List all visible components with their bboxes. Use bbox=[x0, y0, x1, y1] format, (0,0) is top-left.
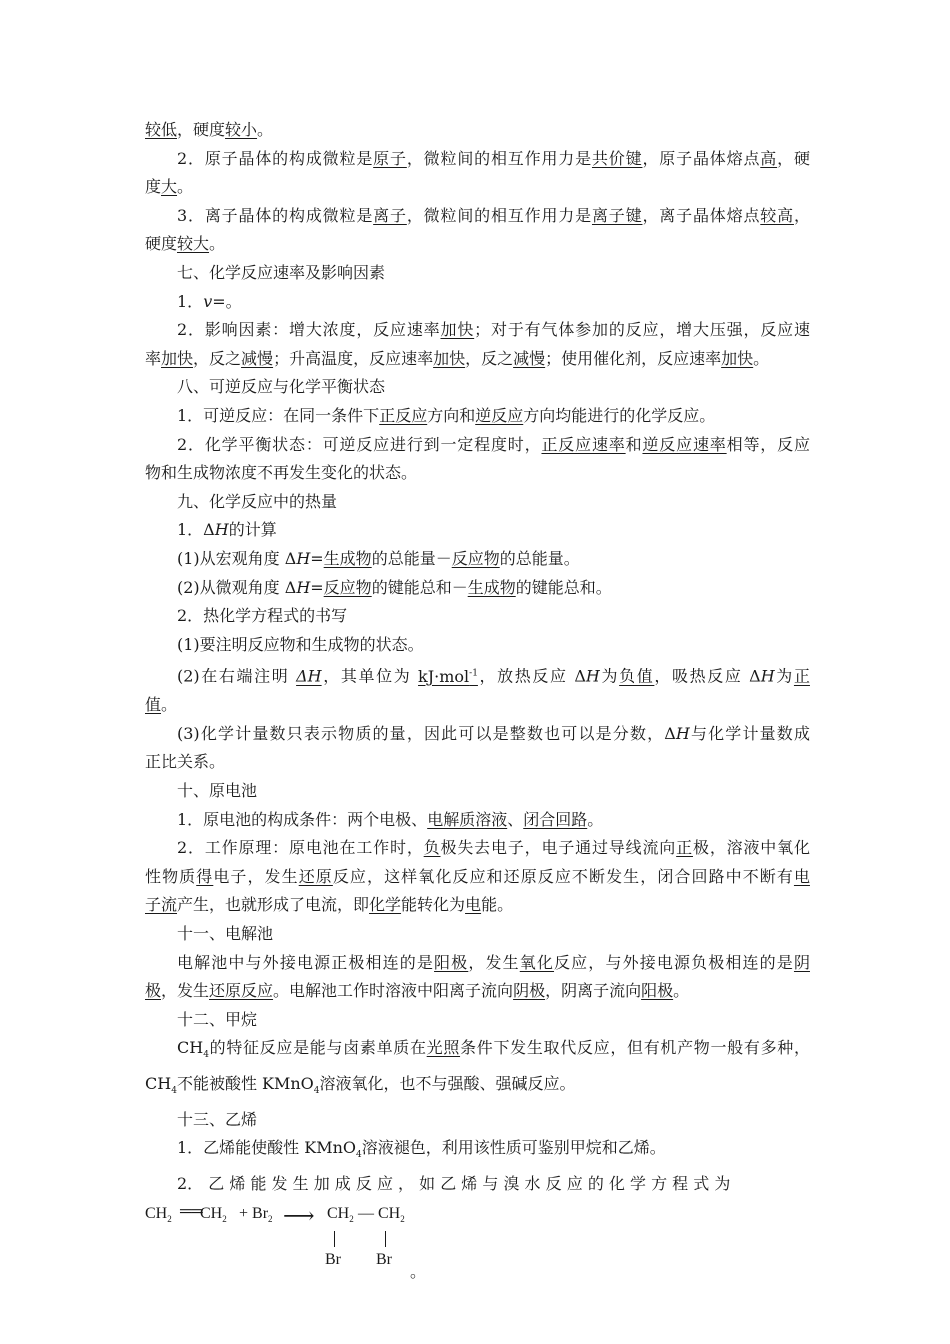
answer-blank: 电解质溶液 bbox=[427, 809, 508, 829]
paragraph bbox=[145, 545, 810, 574]
paragraph-cont bbox=[145, 891, 810, 920]
answer-blank: 电 bbox=[465, 895, 482, 915]
answer-blank: 较大 bbox=[177, 234, 210, 254]
text: (1)从宏观角度 Δ bbox=[177, 548, 297, 568]
vertical-bond bbox=[385, 1231, 386, 1247]
answer-blank: 得 bbox=[196, 866, 214, 886]
text: CH bbox=[327, 1204, 350, 1222]
answer-blank: 正反应 bbox=[379, 405, 428, 425]
paragraph bbox=[145, 1034, 810, 1070]
symbol: H bbox=[214, 520, 229, 540]
answer-blank: 氧化 bbox=[519, 952, 555, 972]
text: ；对于有气体参加的反应，增大压强，反应速 bbox=[474, 320, 810, 340]
symbol: H bbox=[296, 577, 311, 597]
text: 的总能量。 bbox=[499, 548, 580, 568]
text: ，发生 bbox=[468, 952, 520, 972]
paragraph: (1)要注明反应物和生成物的状态。 bbox=[177, 634, 424, 654]
text: 的总能量－ bbox=[371, 548, 452, 568]
section-heading: 十二、甲烷 bbox=[177, 1009, 258, 1029]
paragraph bbox=[145, 659, 810, 691]
text: 。 bbox=[410, 1263, 427, 1281]
answer-blank: 生成物 bbox=[467, 577, 516, 597]
answer-blank: 极 bbox=[145, 981, 162, 1001]
text: ，反之 bbox=[193, 348, 242, 368]
symbol: H bbox=[760, 666, 775, 686]
answer-blank: 负 bbox=[423, 838, 441, 858]
answer-blank: 共价键 bbox=[591, 148, 643, 168]
symbol: H bbox=[675, 723, 690, 743]
text: 为 bbox=[774, 666, 794, 686]
single-bond: — bbox=[358, 1204, 374, 1222]
text: 反应，这样氧化反应和还原反应不断发生，闭合回路中不断有 bbox=[332, 866, 794, 886]
paragraph-cont: 正比关系。 bbox=[145, 752, 226, 772]
text: ，离子晶体熔点 bbox=[642, 205, 761, 225]
answer-blank: 较高 bbox=[760, 205, 794, 225]
text: 电解池中与外接电源正极相连的是 bbox=[177, 952, 435, 972]
text: 2．化学平衡状态：可逆反应进行到一定程度时， bbox=[177, 434, 542, 454]
paragraph-cont bbox=[145, 977, 810, 1006]
symbol: H bbox=[585, 666, 600, 686]
answer-blank: 离子 bbox=[373, 205, 407, 225]
subscript: 2 bbox=[222, 1214, 227, 1225]
section-heading: 九、化学反应中的热量 bbox=[177, 491, 338, 511]
paragraph bbox=[145, 720, 810, 749]
text: 的特征反应是能与卤素单质在 bbox=[208, 1038, 427, 1058]
answer-blank: 逆反应 bbox=[475, 405, 524, 425]
answer-blank: 加快 bbox=[440, 320, 475, 340]
subscript: 4 bbox=[171, 1086, 177, 1097]
answer-blank: 阴极 bbox=[513, 981, 546, 1001]
text: 。 bbox=[161, 695, 178, 715]
paragraph-cont bbox=[145, 345, 810, 374]
text: 方向和 bbox=[427, 405, 476, 425]
section-heading: 十三、乙烯 bbox=[177, 1109, 258, 1129]
text: ，发生 bbox=[161, 981, 210, 1001]
answer-blank: 正 bbox=[793, 666, 810, 686]
section-heading: 七、化学反应速率及影响因素 bbox=[177, 262, 386, 282]
paragraph-cont: 物和生成物浓度不再发生变化的状态。 bbox=[145, 463, 418, 483]
text: 1． bbox=[177, 291, 204, 311]
subscript: 4 bbox=[356, 1150, 362, 1161]
text: 率 bbox=[145, 348, 162, 368]
answer-blank: 阳极 bbox=[434, 952, 469, 972]
paragraph-cont bbox=[145, 691, 810, 720]
text: ，微粒间的相互作用力是 bbox=[406, 205, 592, 225]
text: 1．Δ bbox=[177, 520, 215, 540]
text: 2．工作原理：原电池在工作时， bbox=[177, 838, 424, 858]
text: 3．离子晶体的构成微粒是 bbox=[177, 205, 374, 225]
paragraph bbox=[145, 574, 810, 603]
text: CH bbox=[177, 1038, 204, 1058]
text: + Br bbox=[239, 1204, 269, 1222]
unit-exponent: -1 bbox=[469, 668, 478, 679]
answer-blank: 逆反应速率 bbox=[642, 434, 727, 454]
answer-blank: 加快 bbox=[433, 348, 466, 368]
formula-br2 bbox=[239, 1205, 273, 1224]
text: 1．可逆反应：在同一条件下 bbox=[177, 405, 380, 425]
answer-blank: 化学 bbox=[369, 895, 402, 915]
text: 1．乙烯能使酸性 KMnO bbox=[177, 1138, 357, 1158]
section-heading: 十一、电解池 bbox=[177, 923, 274, 943]
section-heading: 十、原电池 bbox=[177, 780, 258, 800]
answer-blank: 光照 bbox=[426, 1038, 461, 1058]
answer-blank: 还原反应 bbox=[209, 981, 274, 1001]
paragraph: 2．热化学方程式的书写 bbox=[177, 606, 348, 626]
answer-blank: 还原 bbox=[298, 866, 333, 886]
paragraph bbox=[145, 116, 810, 145]
text: (3)化学计量数只表示物质的量，因此可以是整数也可以是分数，Δ bbox=[177, 723, 676, 743]
formula-ch2 bbox=[327, 1205, 354, 1224]
text: = bbox=[310, 577, 324, 597]
text: ，放热反应 Δ bbox=[477, 666, 586, 686]
text: 和 bbox=[625, 434, 643, 454]
paragraph-cont bbox=[145, 230, 810, 259]
text: 性物质 bbox=[145, 866, 197, 886]
subscript: 2 bbox=[268, 1214, 273, 1225]
text: 的计算 bbox=[228, 520, 277, 540]
text: 为 bbox=[599, 666, 620, 686]
text: 与化学计量数成 bbox=[689, 723, 810, 743]
paragraph bbox=[145, 402, 810, 431]
text: 硬度 bbox=[145, 234, 178, 254]
paragraph bbox=[145, 288, 810, 317]
answer-blank: 正 bbox=[676, 838, 693, 858]
document-page bbox=[145, 116, 810, 1291]
formula-ch2 bbox=[145, 1205, 172, 1224]
text: ；使用催化剂，反应速率 bbox=[545, 348, 722, 368]
paragraph bbox=[145, 202, 810, 231]
answer-blank: 阳极 bbox=[641, 981, 674, 1001]
double-bond: ══ bbox=[180, 1202, 203, 1220]
text: =。 bbox=[212, 291, 242, 311]
text: 产生，也就形成了电流，即 bbox=[177, 895, 370, 915]
paragraph bbox=[145, 806, 810, 835]
text: = bbox=[310, 548, 324, 568]
paragraph bbox=[145, 316, 810, 345]
answer-blank: 子流 bbox=[145, 895, 178, 915]
text: 。 bbox=[673, 981, 690, 1001]
subscript: 4 bbox=[313, 1086, 320, 1097]
text: ，反之 bbox=[465, 348, 514, 368]
paragraph bbox=[145, 516, 810, 545]
answer-blank: 离子键 bbox=[591, 205, 643, 225]
symbol: v bbox=[203, 291, 213, 311]
text: 。 bbox=[209, 234, 226, 254]
formula-ch2 bbox=[378, 1205, 405, 1224]
text: ，硬 bbox=[777, 148, 810, 168]
subscript: 2 bbox=[400, 1214, 405, 1225]
answer-blank: 正反应速率 bbox=[541, 434, 626, 454]
text: 溶液氧化，也不与强酸、强碱反应。 bbox=[319, 1074, 576, 1094]
answer-blank: 大 bbox=[161, 177, 178, 197]
answer-blank: 反应物 bbox=[323, 577, 372, 597]
text: ， bbox=[793, 205, 810, 225]
text: 极，溶液中氧化 bbox=[692, 838, 810, 858]
text: 相等，反应 bbox=[726, 434, 810, 454]
text: 的键能总和。 bbox=[515, 577, 612, 597]
text: 电子，发生 bbox=[213, 866, 299, 886]
text: ，阴离子流向 bbox=[545, 981, 642, 1001]
chemical-equation bbox=[145, 1201, 810, 1291]
paragraph: 2． 乙 烯 能 发 生 加 成 反 应 ， 如 乙 烯 与 溴 水 反 应 的 化 学 方 程 式 为 bbox=[177, 1174, 731, 1194]
answer-blank: 减慢 bbox=[513, 348, 546, 368]
text: ，吸热反应 Δ bbox=[654, 666, 761, 686]
answer-blank: 高 bbox=[760, 148, 778, 168]
paragraph bbox=[145, 1134, 810, 1170]
formula-ch2 bbox=[200, 1205, 227, 1224]
section-heading: 八、可逆反应与化学平衡状态 bbox=[177, 377, 386, 397]
paragraph bbox=[145, 145, 810, 174]
answer-blank: 闭合回路 bbox=[523, 809, 588, 829]
text: 、 bbox=[507, 809, 524, 829]
text: CH bbox=[200, 1204, 223, 1222]
paragraph bbox=[145, 834, 810, 863]
paragraph-cont bbox=[145, 863, 810, 892]
text: ，硬度 bbox=[177, 120, 226, 139]
answer-blank: 阴 bbox=[793, 952, 810, 972]
vertical-bond bbox=[334, 1231, 335, 1247]
text: 溶液褪色，利用该性质可鉴别甲烷和乙烯。 bbox=[361, 1138, 666, 1158]
subscript: 2 bbox=[167, 1214, 172, 1225]
text: (2)在右端注明 bbox=[177, 666, 297, 686]
paragraph bbox=[145, 431, 810, 460]
symbol: H bbox=[296, 548, 311, 568]
paragraph bbox=[145, 949, 810, 978]
text: 。 bbox=[587, 809, 604, 829]
text: 度 bbox=[145, 177, 162, 197]
subscript: 4 bbox=[203, 1050, 209, 1061]
answer-blank: 较小 bbox=[225, 120, 258, 139]
text: (2)从微观角度 Δ bbox=[177, 577, 297, 597]
paragraph-cont bbox=[145, 1070, 810, 1106]
answer-blank: 电 bbox=[793, 866, 810, 886]
text: CH bbox=[145, 1074, 172, 1094]
answer-blank: 生成物 bbox=[323, 548, 372, 568]
text: 反应，与外接电源负极相连的是 bbox=[554, 952, 794, 972]
text: 。电解池工作时溶液中阳离子流向 bbox=[273, 981, 514, 1001]
text: ，其单位为 bbox=[321, 666, 419, 686]
text: 。 bbox=[257, 120, 274, 139]
text: 。 bbox=[177, 177, 194, 197]
answer-blank: 原子 bbox=[373, 148, 407, 168]
text: 不能被酸性 KMnO bbox=[176, 1074, 314, 1094]
text: CH bbox=[378, 1204, 401, 1222]
answer-blank: 减慢 bbox=[241, 348, 274, 368]
bromine-label: Br bbox=[376, 1250, 392, 1268]
text: ，微粒间的相互作用力是 bbox=[406, 148, 592, 168]
bromine-label: Br bbox=[325, 1250, 341, 1268]
text: 1．原电池的构成条件：两个电极、 bbox=[177, 809, 428, 829]
text: ，原子晶体熔点 bbox=[642, 148, 761, 168]
text: 条件下发生取代反应，但有机产物一般有多种， bbox=[460, 1038, 810, 1058]
text: ；升高温度，反应速率 bbox=[273, 348, 434, 368]
unit-text: kJ·mol bbox=[418, 666, 470, 686]
text: 的键能总和－ bbox=[371, 577, 468, 597]
text: 2．原子晶体的构成微粒是 bbox=[177, 148, 374, 168]
subscript: 2 bbox=[349, 1214, 354, 1225]
text: CH bbox=[145, 1204, 168, 1222]
answer-blank: 加快 bbox=[721, 348, 754, 368]
answer-blank bbox=[418, 667, 478, 686]
text: 方向均能进行的化学反应。 bbox=[523, 405, 716, 425]
text: 。 bbox=[753, 348, 770, 368]
answer-blank: 反应物 bbox=[451, 548, 500, 568]
answer-blank: 值 bbox=[145, 695, 162, 715]
text: 能转化为 bbox=[401, 895, 466, 915]
paragraph-cont bbox=[145, 173, 810, 202]
answer-blank: ΔH bbox=[296, 666, 322, 686]
answer-blank: 负值 bbox=[619, 666, 655, 686]
answer-blank: 较低 bbox=[145, 120, 178, 139]
text: 极失去电子，电子通过导线流向 bbox=[440, 838, 677, 858]
reaction-arrow: ⟶ bbox=[283, 1202, 315, 1228]
text: 能。 bbox=[481, 895, 514, 915]
answer-blank: 加快 bbox=[161, 348, 194, 368]
text: 2．影响因素：增大浓度，反应速率 bbox=[177, 320, 441, 340]
